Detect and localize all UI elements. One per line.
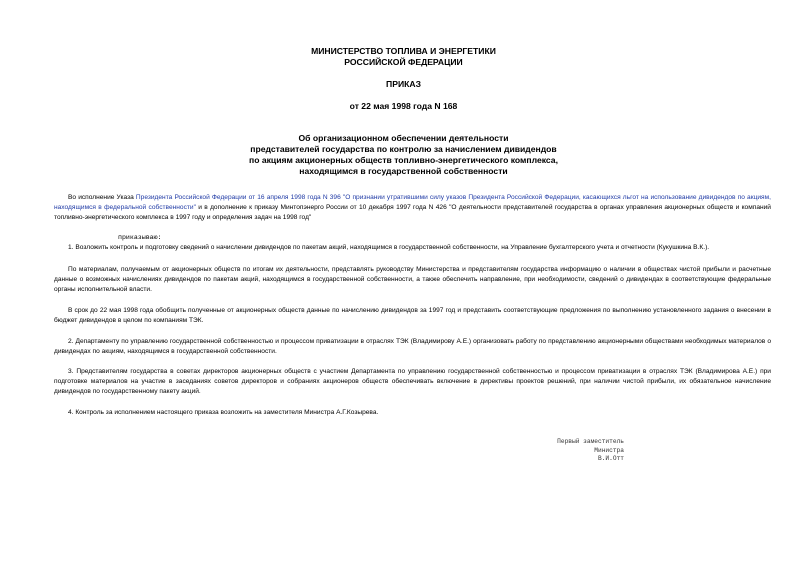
ministry-name-line1: МИНИСТЕРСТВО ТОПЛИВА И ЭНЕРГЕТИКИ <box>311 46 496 56</box>
order-word: приказываю: <box>118 234 162 241</box>
paragraph-4: 4. Контроль за исполнением настоящего приказа возложить на заместителя Министра А.Г.Козырева. <box>68 409 379 416</box>
title-line4: находящимся в государственной собственности <box>299 166 508 176</box>
date-number-label: от 22 мая 1998 года N 168 <box>349 101 458 111</box>
paragraph-materials: По материалам, получаемым от акционерных обществ по итогам их деятельности, представлять руководству Министерства и представителям государства информацию о наличии в обществах чистой прибыли и расчетные данные о возможных начислениях дивидендов по пакетам акций, находящимся в государственной собственности, а также обеспечить направление, при необходимости, сведений о дивидендах в соответствующие федеральные органы исполнительной власти. <box>54 266 771 293</box>
signature-name: В.И.Отт <box>598 455 624 462</box>
title-line1: Об организационном обеспечении деятельности <box>298 133 509 143</box>
signature-position-line2: Министра <box>594 446 624 454</box>
document-title <box>0 133 807 177</box>
preamble-middle: и в дополнение к приказу Минтопэнерго России от 10 декабря 1997 года N 426 "О деятельности представителей государства в органах управления акционерных обществ и компаний топливно-энергетического комплекса в 1997 году и определения задач на 1998 год" <box>54 203 771 221</box>
paragraph-deadline: В срок до 22 мая 1998 года обобщить полученные от акционерных обществ данные по начислению дивидендов за 1997 год и представить соответствующие предложения по выполнению установленного задания о внесении в бюджет дивидендов в целом по компаниям ТЭК. <box>54 307 771 324</box>
preamble-intro: Во исполнение Указа <box>68 194 136 201</box>
doc-type-label: ПРИКАЗ <box>386 79 421 89</box>
title-line2: представителей государства по контролю за начислением дивидендов <box>250 144 557 154</box>
paragraph-3: 3. Представителям государства в советах директоров акционерных обществ с участием Департамента по управлению государственной собственностью и процессом приватизации в отраслях ТЭК (Владимирова А.Е.) при подготовке материалов на участие в заседаниях советов директоров и собраниях акционеров обществ обеспечивать включение в директивы проектов решений, при наличии чистой прибыли, их обязательное начисление дивидендов по государственному пакету акций. <box>54 368 771 395</box>
signature-block <box>548 438 624 464</box>
title-line3: по акциям акционерных обществ топливно-энергетического комплекса, <box>249 155 558 165</box>
document-header <box>0 46 807 68</box>
signature-position-line1: Первый заместитель <box>557 438 624 445</box>
preamble-paragraph <box>54 193 771 222</box>
ministry-name-line2: РОССИЙСКОЙ ФЕДЕРАЦИИ <box>344 57 463 67</box>
paragraph-2: 2. Департаменту по управлению государственной собственностью и процессом приватизации в отраслях ТЭК (Владимирову А.Е.) организовать работу по представлению акционерными обществами необходимых материалов о дивидендах по акциям, находящимся в государственной собственности. <box>54 338 771 355</box>
document-type <box>0 79 807 90</box>
presidential-decree-link[interactable]: Президента Российской Федерации от 16 апреля 1998 года N 396 "О признании утратившими силу указов Президента Российской Федерации, касающихся льгот на использование дивидендов по акциям, находящимся в федеральной собственности" <box>54 194 771 211</box>
paragraph-1: 1. Возложить контроль и подготовку сведений о начислении дивидендов по пакетам акций, находящимся в государственной собственности, на Управление бухгалтерского учета и отчетности (Кукушкина В.К.). <box>68 244 710 251</box>
document-date <box>0 101 807 112</box>
